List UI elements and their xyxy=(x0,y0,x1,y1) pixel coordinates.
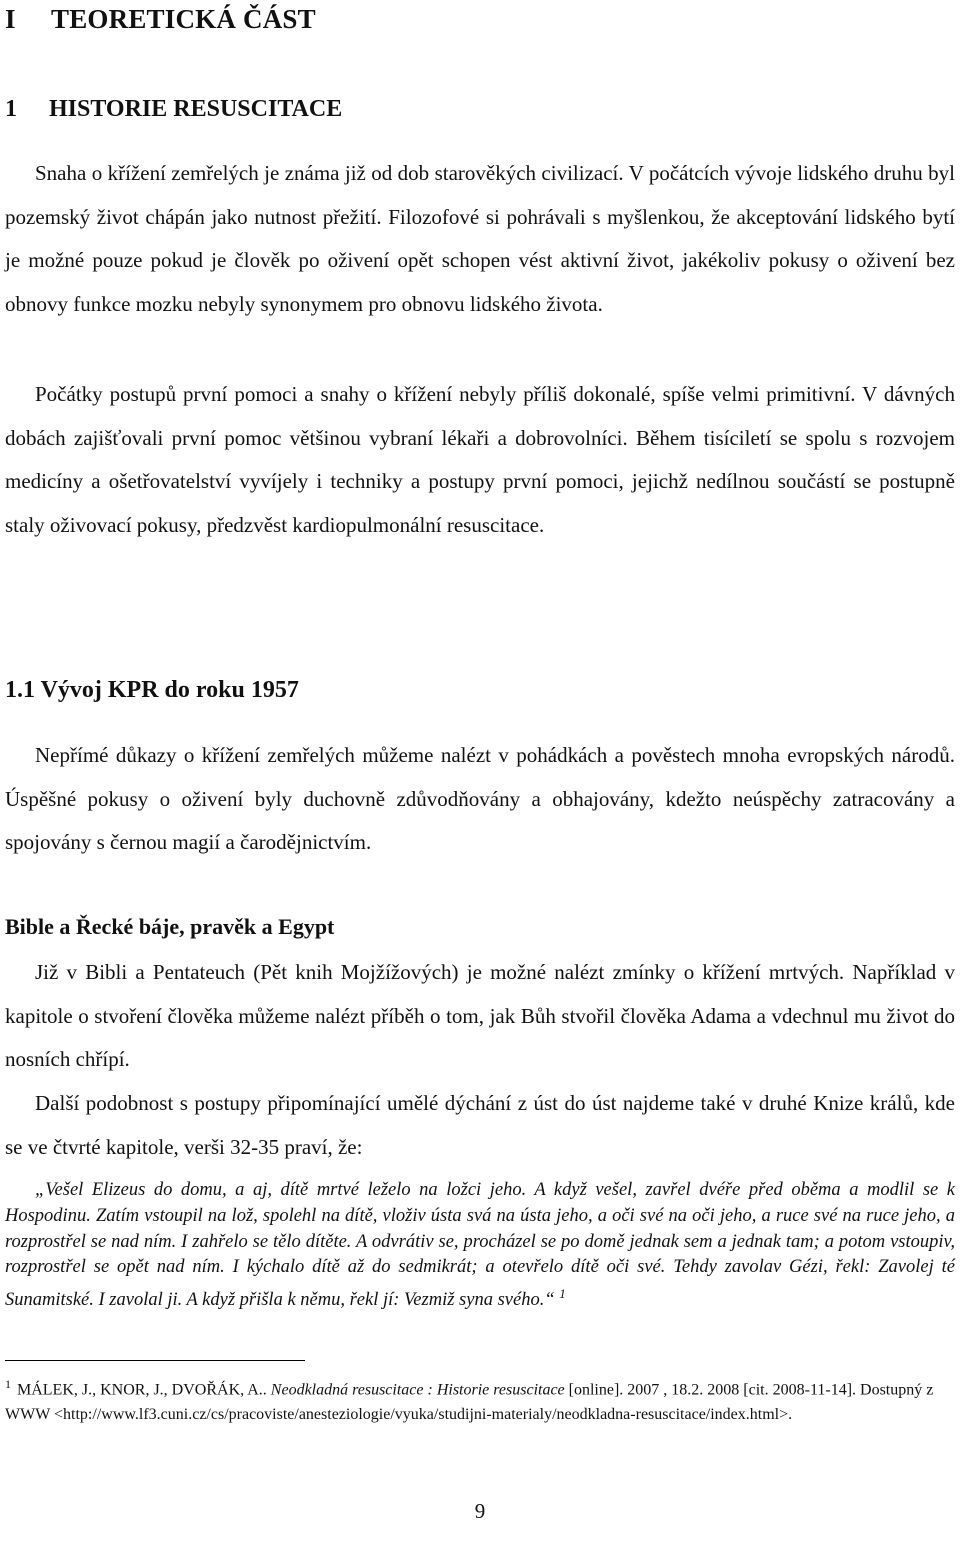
section-number: 1 xyxy=(5,96,17,122)
footnote-marker: 1 xyxy=(5,1377,11,1391)
footnote xyxy=(5,1372,955,1427)
subsection-heading: 1.1 Vývoj KPR do roku 1957 xyxy=(5,677,299,703)
chapter-title: TEORETICKÁ ČÁST xyxy=(51,4,316,34)
footnote-separator xyxy=(5,1360,305,1361)
topic-heading: Bible a Řecké báje, pravěk a Egypt xyxy=(5,914,335,939)
intro-paragraph-1: Snaha o křížení zemřelých je známa již od dob starověkých civilizací. V počátcích vývoje lidského druhu byl pozemský život chápán jako nutnost přežití. Filozofové si pohrávali s myšlenkou, že akceptování lidského bytí je možné pouze pokud je člověk po oživení opět schopen vést aktivní život, jakékoliv pokusy o oživení bez obnovy funkce mozku nebyly synonymem pro obnovu lidského života. xyxy=(5,161,955,316)
topic-paragraph-1: Již v Bibli a Pentateuch (Pět knih Mojžížových) je možné nalézt zmínky o křížení mrtvých. Například v kapitole o stvoření člověka můžeme nalézt příběh o tom, jak Bůh stvořil člověka Adama a vdechnul mu život do nosních chřípí. xyxy=(5,960,955,1071)
topic-paragraph-2: Další podobnost s postupy připomínající umělé dýchání z úst do úst najdeme také v druhé Knize králů, kde se ve čtvrté kapitole, verši 32-35 praví, že: xyxy=(5,1091,955,1159)
footnote-authors: MÁLEK, J., KNOR, J., DVOŘÁK, A.. xyxy=(17,1381,267,1399)
subsection-paragraph: Nepřímé důkazy o křížení zemřelých můžeme nalézt v pohádkách a pověstech mnoha evropských národů. Úspěšné pokusy o oživení byly duchovně zdůvodňovány a obhajovány, kdežto neúspěchy zatracovány a spojovány s černou magií a čarodějnictvím. xyxy=(5,743,955,854)
footnote-details: [online]. 2007 , 18.2. 2008 [cit. 2008-11-14]. Dostupný z WWW <http://www.lf3.cuni.cz/cs/pracoviste/anesteziologie/vyuka/studijni-materialy/neodkladna-resuscitace/index.html>. xyxy=(5,1381,934,1424)
bible-quote: „Vešel Elizeus do domu, a aj, dítě mrtvé leželo na ložci jeho. A když vešel, zavřel dvéře před oběma a modlil se k Hospodinu. Zatím vstoupil na lož, spolehl na dítě, vloživ ústa svá na ústa jeho, a oči své na oči jeho, a ruce své na ruce jeho, a rozprostřel se nad ním. I zahřelo se tělo dítěte. A odvrátiv se, procházel se po domě jednak sem a jednak tam; a potom vstoupiv, rozprostřel se opět nad ním. I kýchalo dítě až do sedmikrát; a otevřelo dítě oči své. Tehdy zavolav Gézi, řekl: Zavolej té Sunamitské. I zavolal ji. A když přišla k němu, řekl jí: Vezmiž syna svého.“ $^1$ xyxy=(5,1180,955,1311)
intro-paragraph-2: Počátky postupů první pomoci a snahy o křížení nebyly příliš dokonalé, spíše velmi primitivní. V dávných dobách zajišťovali první pomoc většinou vybraní lékaři a dobrovolníci. Během tisíciletí se spolu s rozvojem medicíny a ošetřovatelství vyvíjely i techniky a postupy první pomoci, jejichž nedílnou součástí se postupně staly oživovací pokusy, předzvěst kardiopulmonální resuscitace. xyxy=(5,382,955,537)
footnote-reference: 1 xyxy=(559,1286,566,1302)
chapter-number: I xyxy=(5,4,16,34)
page-number: 9 xyxy=(474,1499,486,1523)
footnote-title: Neodkladná resuscitace : Historie resuscitace xyxy=(270,1381,565,1399)
section-title: HISTORIE RESUSCITACE xyxy=(49,96,343,122)
section-heading xyxy=(5,96,342,123)
chapter-heading xyxy=(5,4,316,35)
